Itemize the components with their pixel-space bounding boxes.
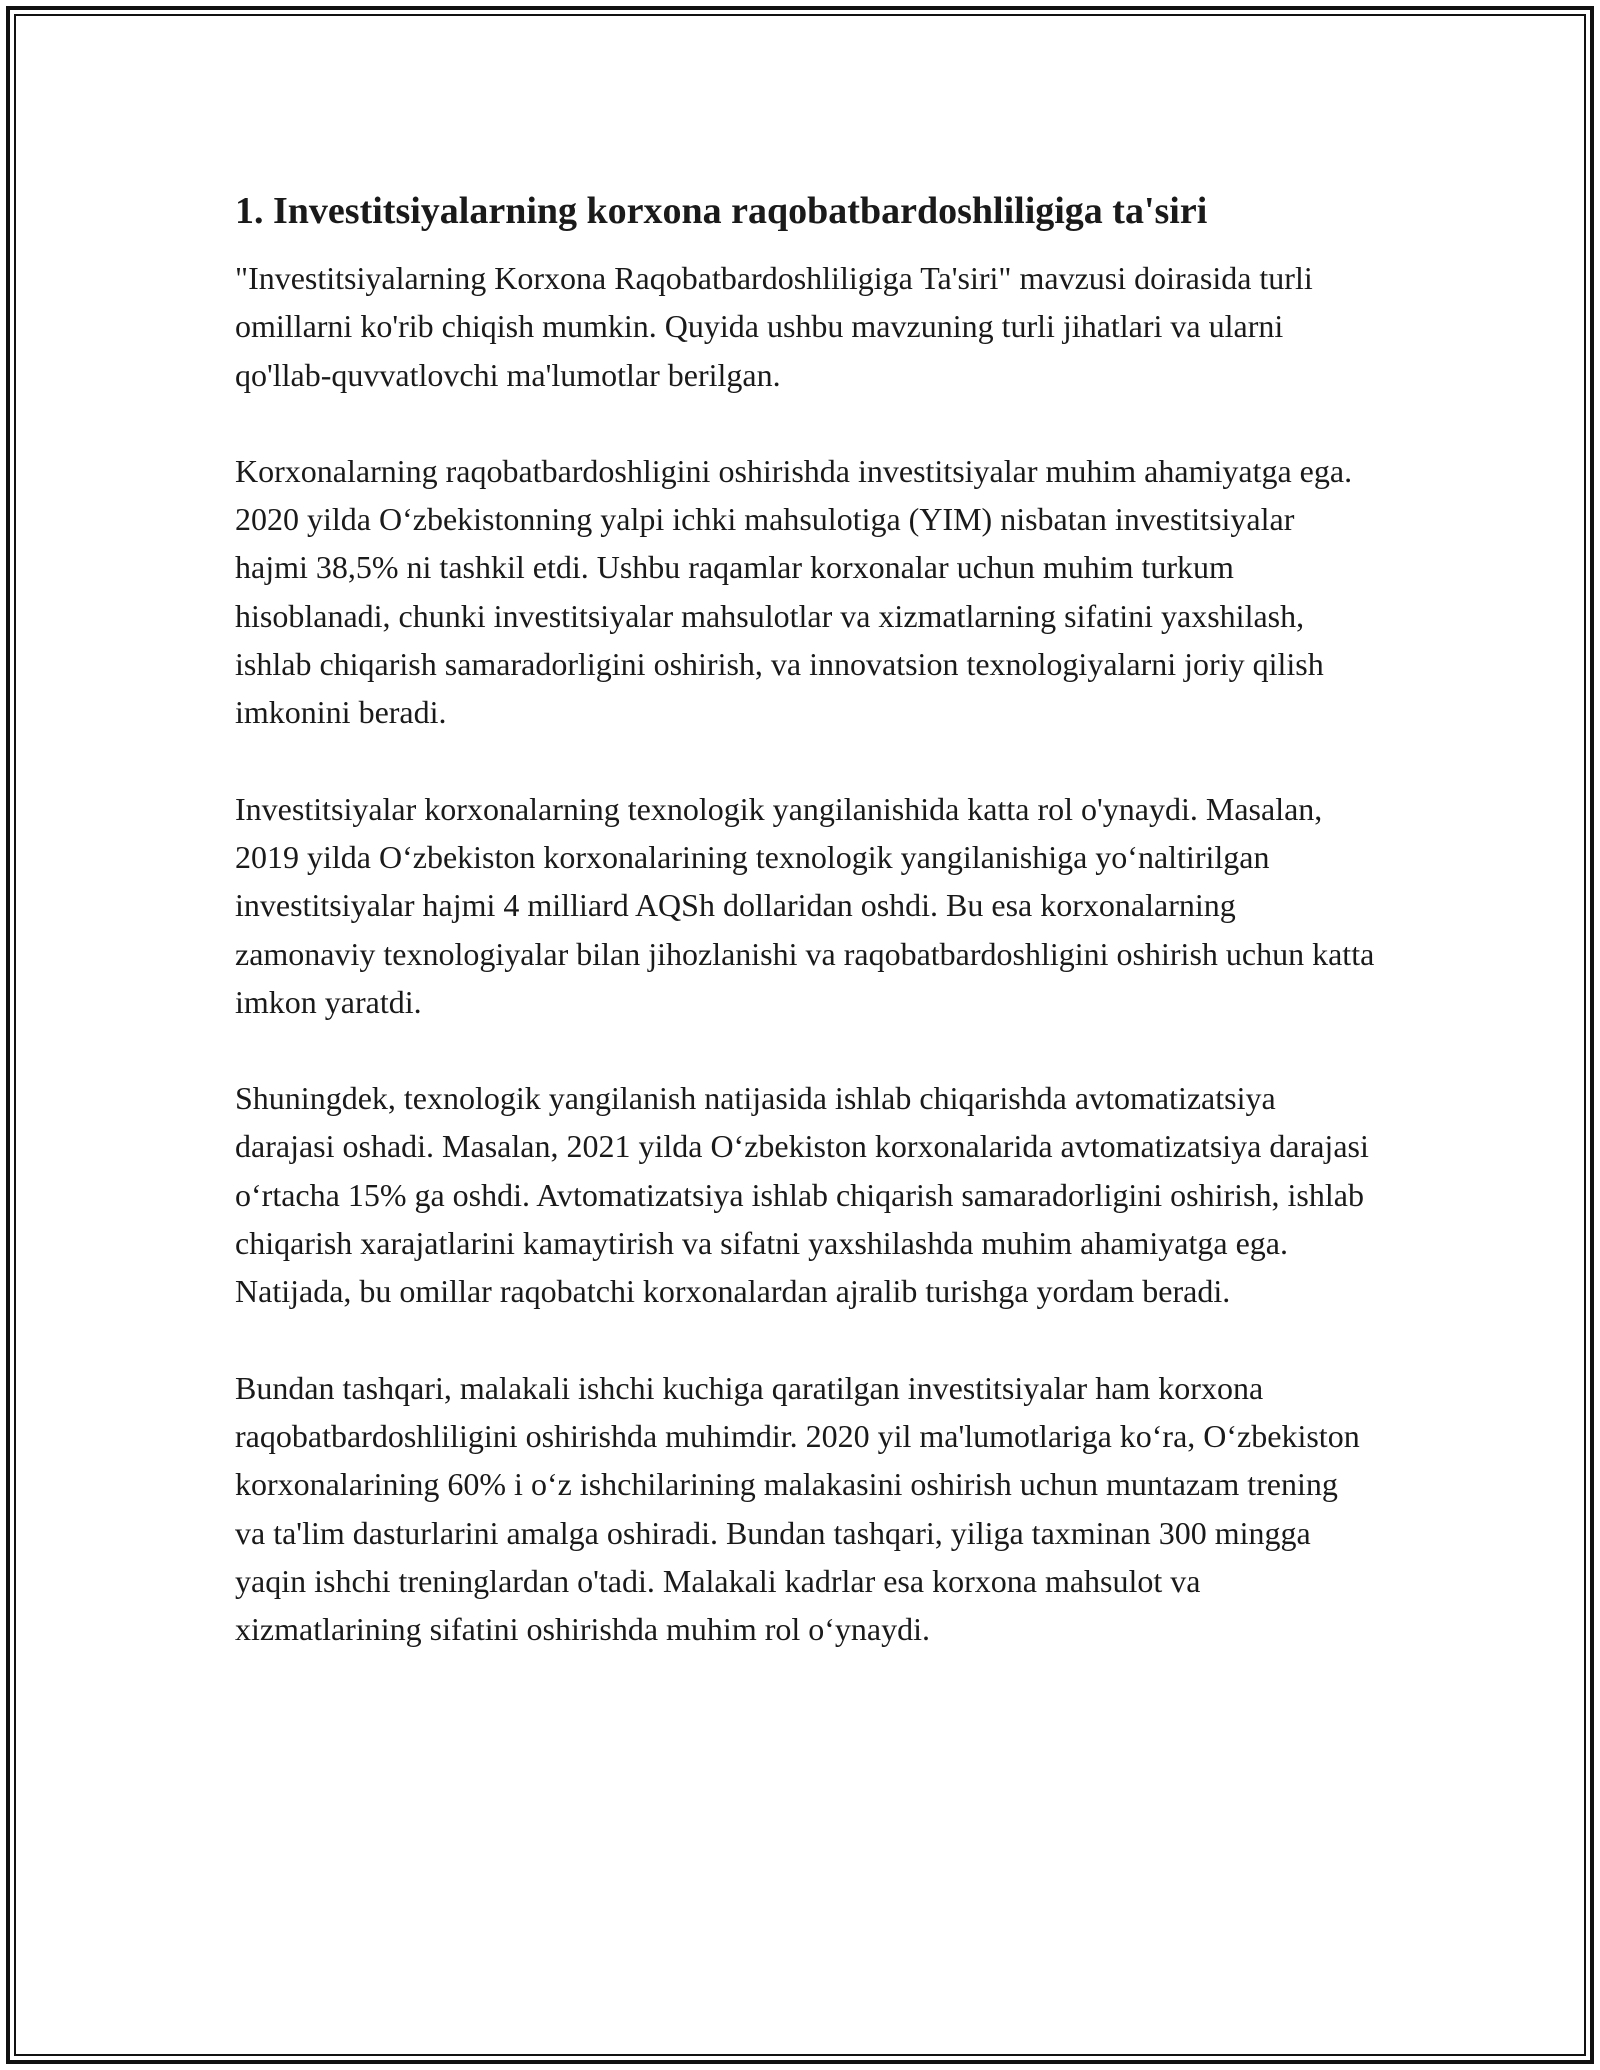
paragraph-tech-renewal: Investitsiyalar korxonalarning texnologik yangilanishida katta rol o'ynaydi. Masalan, 2019 yilda O‘zbekiston korxonalarining texnologik yangilanishiga yo‘naltirilgan investitsiyalar hajmi 4 milliard AQSh dollaridan oshdi. Bu esa korxonalarning zamonaviy texnologiyalar bilan jihozlanishi va raqobatbardoshligini oshirish uchun katta imkon yaratdi. — [235, 790, 1375, 1020]
paragraph-intro: "Investitsiyalarning Korxona Raqobatbardoshliligiga Ta'siri" mavzusi doirasida turli omillarni ko'rib chiqish mumkin. Quyida ushbu mavzuning turli jihatlari va ularni qo'llab-quvvatlovchi ma'lumotlar berilgan. — [235, 260, 1313, 393]
document-heading: 1. Investitsiyalarning korxona raqobatbardoshliligiga ta'siri — [235, 190, 1208, 232]
document-body — [235, 186, 1375, 1653]
paragraph-investment-share: Korxonalarning raqobatbardoshligini oshirishda investitsiyalar muhim ahamiyatga ega. 2020 yilda O‘zbekistonning yalpi ichki mahsulotiga (YIM) nisbatan investitsiyalar hajmi 38,5% ni tashkil etdi. Ushbu raqamlar korxonalar uchun muhim turkum hisoblanadi, chunki investitsiyalar mahsulotlar va xizmatlarning sifatini yaxshilash, ishlab chiqarish samaradorligini oshirish, va innovatsion texnologiyalarni joriy qilish imkonini beradi. — [235, 452, 1353, 731]
paragraph-automation: Shuningdek, texnologik yangilanish natijasida ishlab chiqarishda avtomatizatsiya darajasi oshadi. Masalan, 2021 yilda O‘zbekiston korxonalarida avtomatizatsiya darajasi o‘rtacha 15% ga oshdi. Avtomatizatsiya ishlab chiqarish samaradorligini oshirish, ishlab chiqarish xarajatlarini kamaytirish va sifatni yaxshilashda muhim ahamiyatga ega. Natijada, bu omillar raqobatchi korxonalardan ajralib turishga yordam beradi. — [235, 1080, 1369, 1310]
paragraph-workforce: Bundan tashqari, malakali ishchi kuchiga qaratilgan investitsiyalar ham korxona raqobatbardoshliligini oshirishda muhimdir. 2020 yil ma'lumotlariga ko‘ra, O‘zbekiston korxonalarining 60% i o‘z ishchilarining malakasini oshirish uchun muntazam trening va ta'lim dasturlarini amalga oshiradi. Bundan tashqari, yiliga taxminan 300 mingga yaqin ishchi treninglardan o'tadi. Malakali kadrlar esa korxona mahsulot va xizmatlarining sifatini oshirishda muhim rol o‘ynaydi. — [235, 1369, 1360, 1648]
